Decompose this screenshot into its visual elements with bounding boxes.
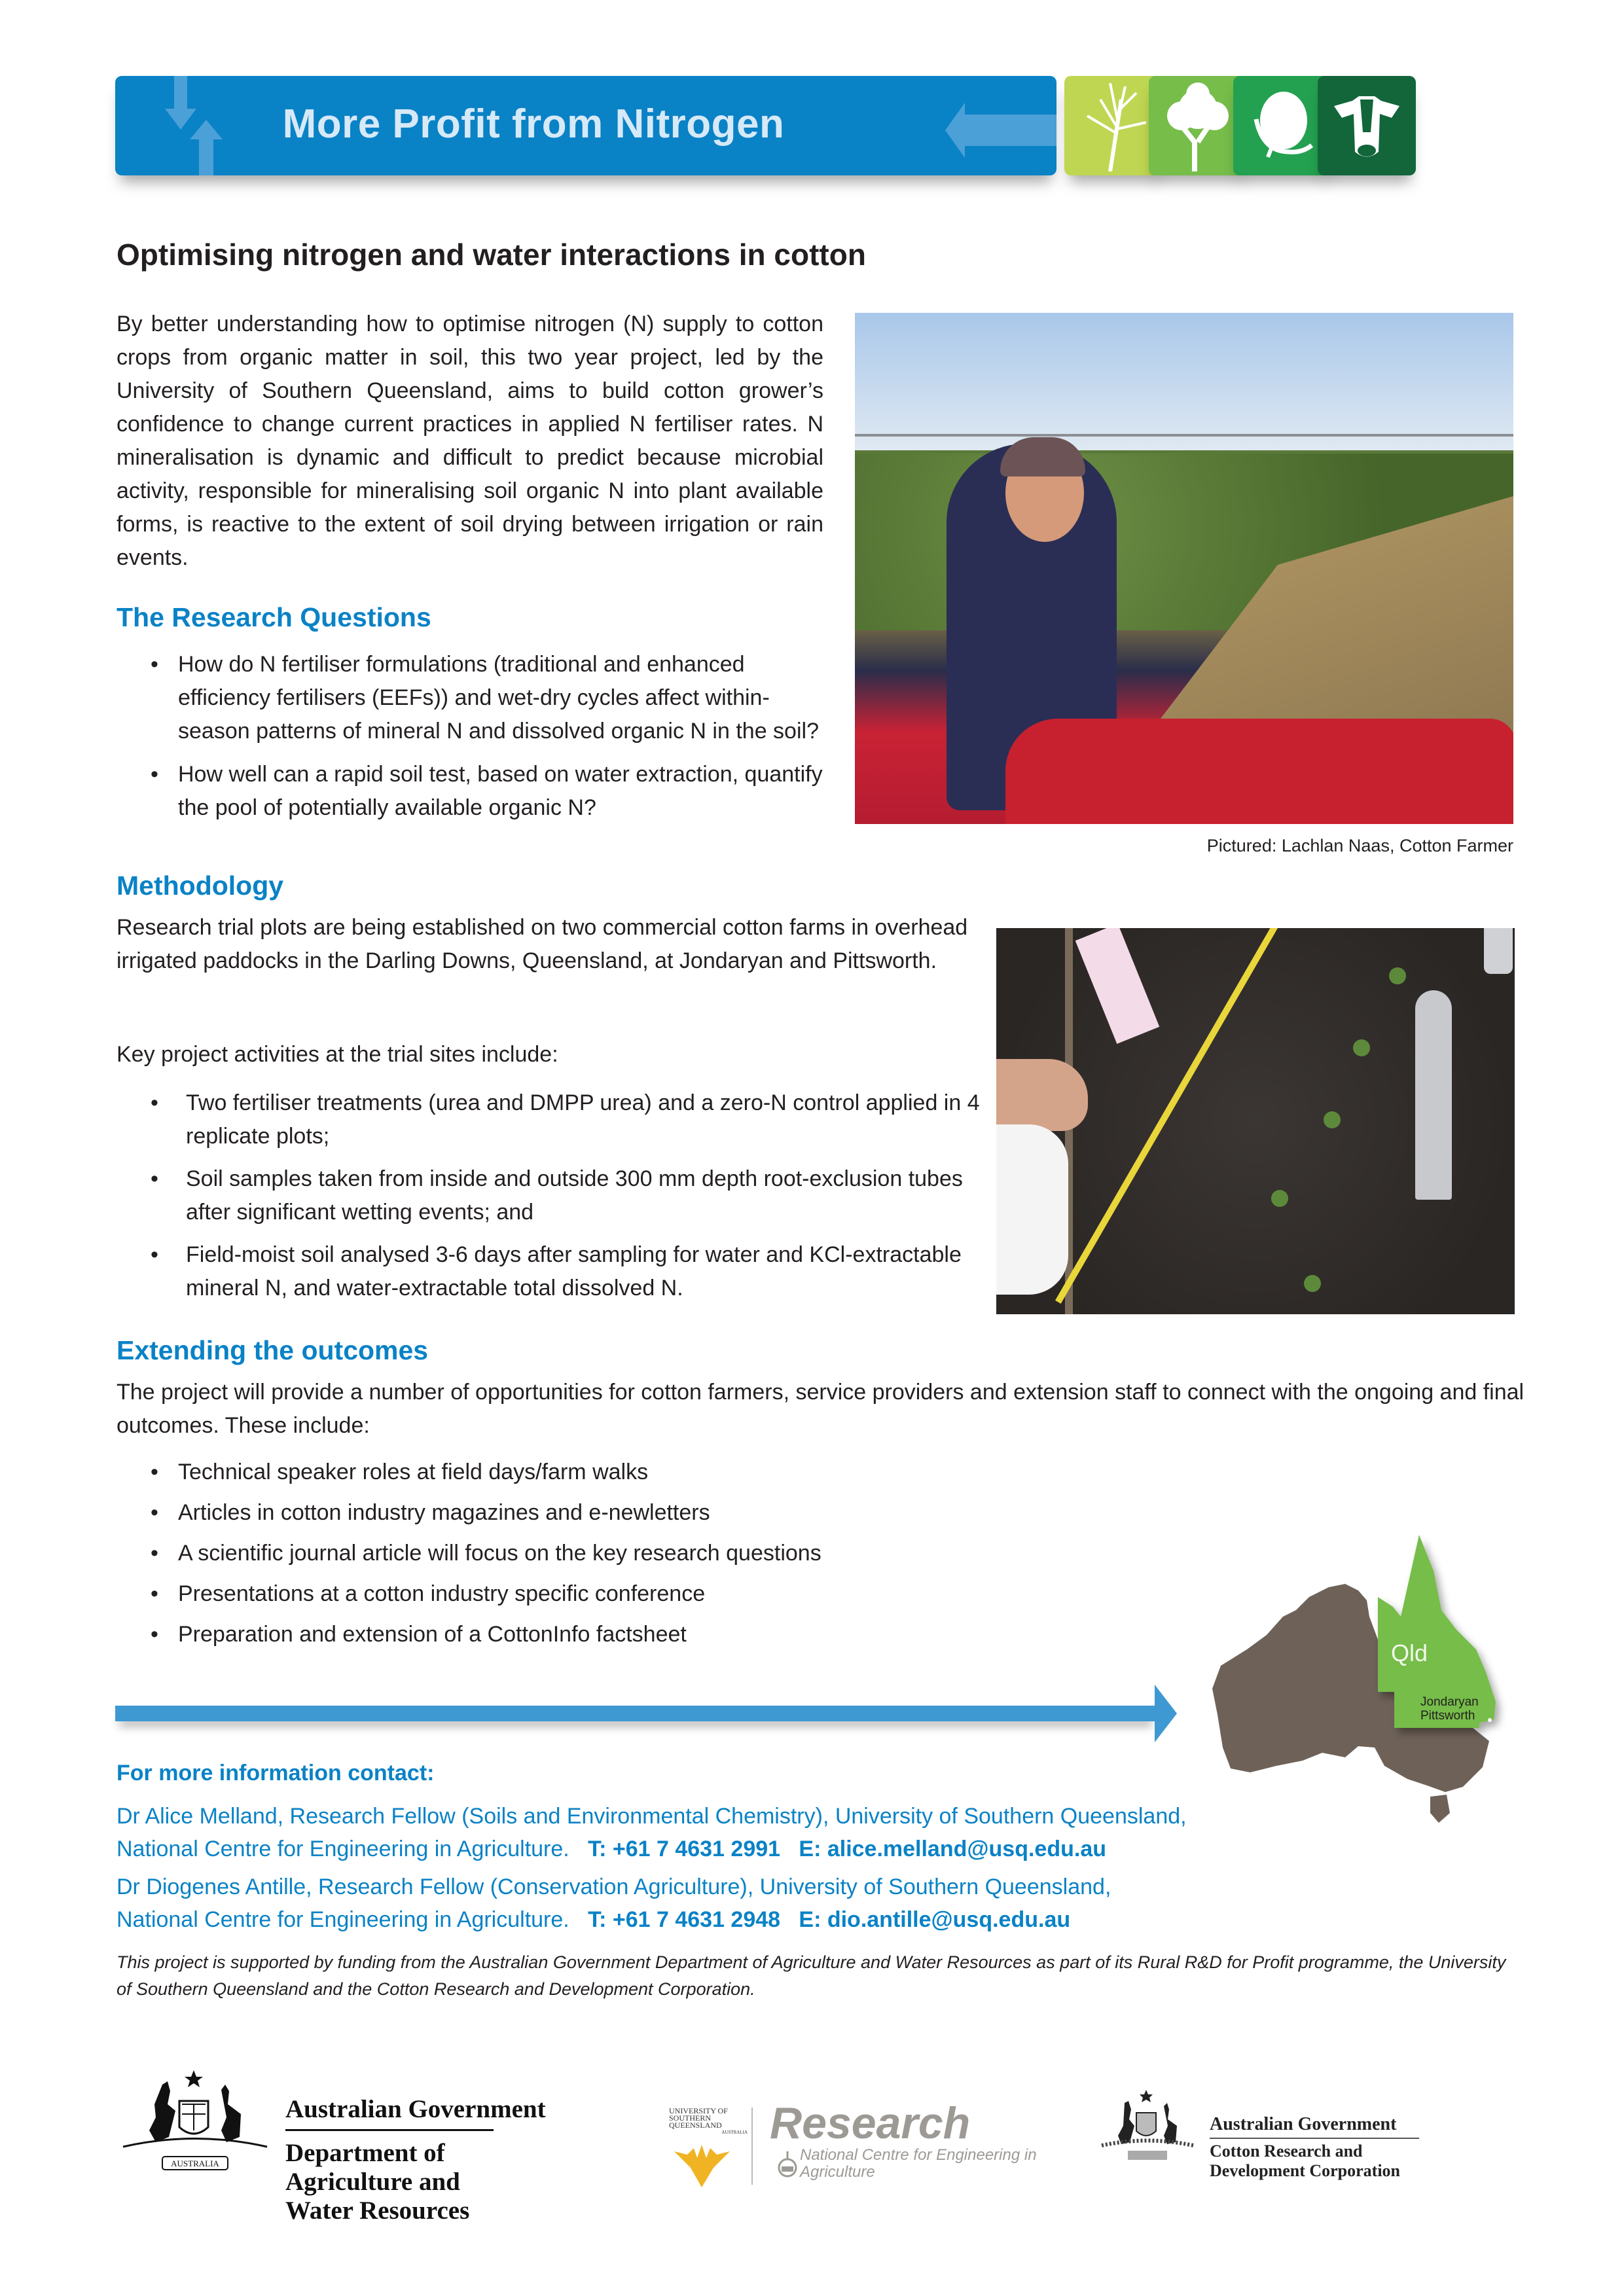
map-state-label: Qld: [1391, 1640, 1428, 1666]
list-item: • Soil samples taken from inside and outside 300 mm depth root-exclusion tubes after significant wetting events; and: [148, 1162, 992, 1229]
photo-caption: Pictured: Lachlan Naas, Cotton Farmer: [1206, 836, 1513, 855]
tasmania: [1430, 1795, 1450, 1823]
contact-email[interactable]: E: dio.antille@usq.edu.au: [799, 1907, 1071, 1932]
seedling: [1271, 1190, 1288, 1207]
australia-map: [1198, 1525, 1512, 1826]
watering-can: [996, 1124, 1068, 1295]
contact-organisation: National Centre for Engineering in Agriculture.: [117, 1837, 569, 1861]
logo-divider: [751, 2108, 753, 2185]
soil-sampling-photo: [996, 928, 1515, 1314]
root-exclusion-tube: [1415, 990, 1452, 1200]
ncea-icon: [778, 2148, 797, 2181]
cow-icon: [1327, 80, 1406, 171]
arrow-right-divider: [115, 1706, 1156, 1721]
farmer-photo: [855, 313, 1513, 824]
cotton-tile: [1233, 76, 1331, 175]
contact-phone[interactable]: T: +61 7 4631 2948: [588, 1907, 781, 1932]
measuring-tape: [1055, 928, 1284, 1304]
list-item: • Presentations at a cotton industry specific conference: [148, 1577, 999, 1611]
program-title: More Profit from Nitrogen: [282, 101, 785, 147]
list-item: • Field-moist soil analysed 3-6 days after sampling for water and KCl-extractable mineral N, and water-extractable total dissolved N.: [148, 1238, 992, 1305]
methodology-paragraph: Research trial plots are being established on two commercial cotton farms in overhead irrigated paddocks in the Darling Downs, Queensland, at Jondaryan and Pittsworth.: [117, 915, 968, 973]
list-item: • How do N fertiliser formulations (traditional and enhanced efficiency fertilisers (EEFs)) and wet-dry cycles affect within-season patterns of mineral N and dissolved organic N in the soil?: [148, 648, 829, 748]
list-item: • How well can a rapid soil test, based on water extraction, quantify the pool of potentially available organic N?: [148, 758, 829, 825]
photo-sky: [855, 313, 1513, 450]
map-site-label: Pittsworth: [1420, 1709, 1475, 1723]
extending-list: [148, 1456, 999, 1659]
crdc-logo-corp: Cotton Research and Development Corporation: [1210, 2142, 1401, 2180]
map-site-labels: [1420, 1695, 1479, 1723]
seedling: [1304, 1275, 1321, 1292]
cow-tile: [1318, 76, 1416, 175]
contact-phone[interactable]: T: +61 7 4631 2991: [588, 1837, 781, 1861]
methodology-list: [148, 1086, 992, 1314]
list-item: • Preparation and extension of a CottonInfo factsheet: [148, 1618, 999, 1651]
sugarcane-tile: [1064, 76, 1163, 175]
extending-paragraph: The project will provide a number of opportunities for cotton farmers, service providers and extension staff to connect with the ongoing and final outcomes. These include:: [117, 1380, 1525, 1438]
usq-ncea-label: National Centre for Engineering in Agriculture: [800, 2146, 1037, 2181]
tree-icon: [1159, 80, 1237, 171]
research-questions-list: [148, 648, 829, 834]
contact-person: [117, 1871, 1426, 1936]
contact-line: [117, 1833, 1426, 1865]
logo-divider: [285, 2129, 494, 2131]
intro-paragraph: By better understanding how to optimise nitrogen (N) supply to cotton crops from organic matter in soil, this two year project, led by the University of Southern Queensland, aims to build cotton grower’s confidence to change current practices in applied N fertiliser rates. N mineralisation is dynamic and difficult to predict because microbial activity, responsible for mineralising soil organic N into plant available forms, is reactive to the extent of soil drying between irrigation or rain events.: [117, 312, 823, 570]
seedling: [1324, 1111, 1341, 1128]
program-banner: [115, 76, 1056, 175]
contact-line: Dr Alice Melland, Research Fellow (Soils and Environmental Chemistry), University of Southern Queensland,: [117, 1804, 1187, 1829]
list-item: • Technical speaker roles at field days/farm walks: [148, 1456, 999, 1489]
list-item: • Two fertiliser treatments (urea and DMPP urea) and a zero-N control applied in 4 replicate plots;: [148, 1086, 992, 1153]
methodology-heading: Methodology: [117, 870, 284, 901]
seedling: [1353, 1039, 1370, 1056]
irrigation-pivot: [855, 434, 1513, 437]
tree-tile: [1149, 76, 1247, 175]
methodology-lead-in: Key project activities at the trial sites include:: [117, 1042, 558, 1067]
logo-divider: [1210, 2138, 1419, 2139]
seedling: [1389, 967, 1406, 984]
contact-organisation: National Centre for Engineering in Agriculture.: [117, 1907, 569, 1932]
quad-bike: [1005, 719, 1513, 824]
usq-research-label: Research: [770, 2098, 971, 2148]
sugarcane-icon: [1074, 80, 1153, 171]
agriculture-logo-dept: Department of Agriculture and Water Resources: [285, 2139, 470, 2225]
agriculture-logo-gov: Australian Government: [285, 2095, 546, 2123]
phoenix-icon: [671, 2135, 733, 2187]
site-marker: [1488, 1718, 1492, 1722]
contact-person: [117, 1800, 1426, 1865]
usq-country: AUSTRALIA: [721, 2130, 748, 2135]
root-exclusion-tube: [1484, 928, 1513, 974]
cotton-boll-icon: [1243, 80, 1322, 171]
crdc-logo-gov: Australian Government: [1210, 2114, 1397, 2134]
list-item: • A scientific journal article will focus on the key research questions: [148, 1537, 999, 1570]
research-questions-heading: The Research Questions: [117, 602, 431, 632]
usq-university: UNIVERSITY OF SOUTHERN QUEENSLAND: [669, 2106, 728, 2130]
list-item: • Articles in cotton industry magazines and e-newletters: [148, 1496, 999, 1530]
extending-heading: Extending the outcomes: [117, 1335, 429, 1365]
usq-name: [669, 2108, 748, 2136]
contact-line: Dr Diogenes Antille, Research Fellow (Conservation Agriculture), University of Southern Queensland,: [117, 1874, 1111, 1899]
contact-email[interactable]: E: alice.melland@usq.edu.au: [799, 1837, 1106, 1861]
page-title: Optimising nitrogen and water interactions in cotton: [117, 238, 866, 272]
map-site-label: Jondaryan: [1420, 1695, 1479, 1709]
funding-statement: This project is supported by funding from the Australian Government Department of Agriculture and Water Resources as part of its Rural R&D for Profit programme, the University of Southern Queensland and the Cotton Research and Development Corporation.: [117, 1952, 1506, 1999]
contact-line: [117, 1903, 1426, 1936]
contact-heading: For more information contact:: [117, 1761, 435, 1785]
crest-motto: AUSTRALIA: [171, 2159, 219, 2168]
marker-flag: [1075, 928, 1160, 1044]
hand: [996, 1059, 1088, 1131]
coat-of-arms-icon: [117, 2065, 274, 2179]
coat-of-arms-icon: [1098, 2087, 1197, 2165]
